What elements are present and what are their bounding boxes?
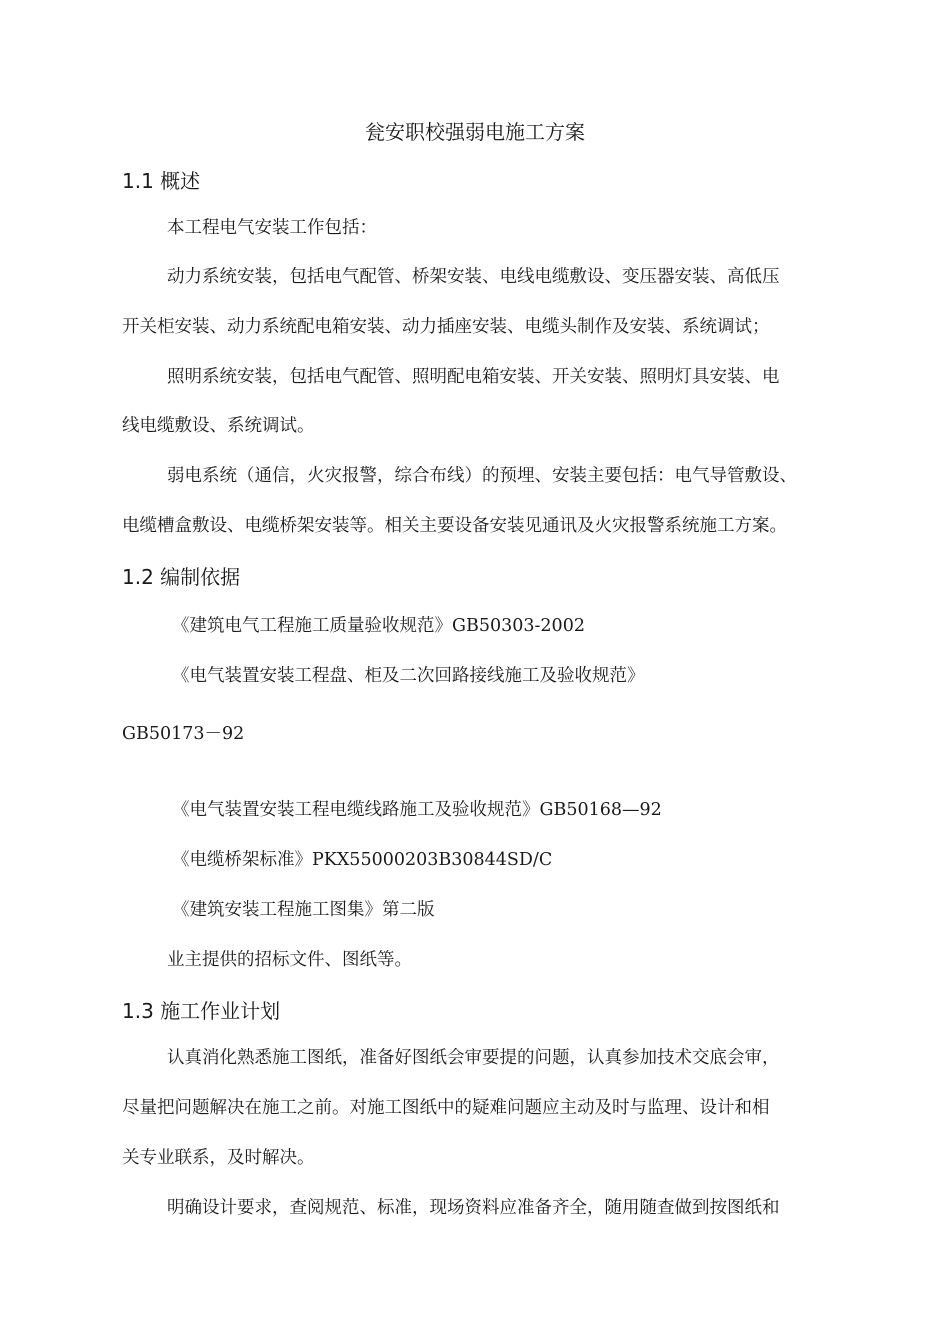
- section-heading-overview: 1.1 概述: [122, 169, 201, 193]
- paragraph-line: 动力系统安装，包括电气配管、桥架安装、电线电缆敷设、变压器安装、高低压: [167, 267, 780, 287]
- paragraph-line: 业主提供的招标文件、图纸等。: [167, 950, 412, 970]
- paragraph-line: 明确设计要求，查阅规范、标准，现场资料应准备齐全，随用随查做到按图纸和: [167, 1198, 780, 1218]
- document-title: 瓮安职校强弱电施工方案: [365, 120, 585, 144]
- reference-line: 《建筑电气工程施工质量验收规范》GB50303-2002: [172, 616, 585, 636]
- paragraph-line: 开关柜安装、动力系统配电箱安装、动力插座安装、电缆头制作及安装、系统调试；: [122, 317, 770, 337]
- paragraph-line: 弱电系统（通信，火灾报警，综合布线）的预埋、安装主要包括：电气导管敷设、: [167, 466, 797, 486]
- reference-line: 《电气装置安装工程盘、柜及二次回路接线施工及验收规范》: [172, 666, 645, 686]
- paragraph-line: 线电缆敷设、系统调试。: [122, 416, 315, 436]
- section-heading-plan: 1.3 施工作业计划: [122, 999, 281, 1023]
- reference-line: GB50173－92: [122, 724, 245, 744]
- reference-line: 《电气装置安装工程电缆线路施工及验收规范》GB50168—92: [172, 800, 662, 820]
- section-heading-basis: 1.2 编制依据: [122, 565, 241, 589]
- reference-line: 《电缆桥架标准》PKX55000203B30844SD/C: [172, 850, 553, 870]
- paragraph-line: 认真消化熟悉施工图纸，准备好图纸会审要提的问题，认真参加技术交底会审，: [167, 1048, 780, 1068]
- reference-line: 《建筑安装工程施工图集》第二版: [172, 900, 435, 920]
- paragraph-line: 关专业联系，及时解决。: [122, 1148, 315, 1168]
- paragraph-line: 尽量把问题解决在施工之前。对施工图纸中的疑难问题应主动及时与监理、设计和相: [122, 1098, 770, 1118]
- paragraph-line: 照明系统安装，包括电气配管、照明配电箱安装、开关安装、照明灯具安装、电: [167, 367, 780, 387]
- paragraph-line: 电缆槽盒敷设、电缆桥架安装等。相关主要设备安装见通讯及火灾报警系统施工方案。: [122, 516, 787, 536]
- paragraph-line: 本工程电气安装工作包括：: [167, 218, 377, 238]
